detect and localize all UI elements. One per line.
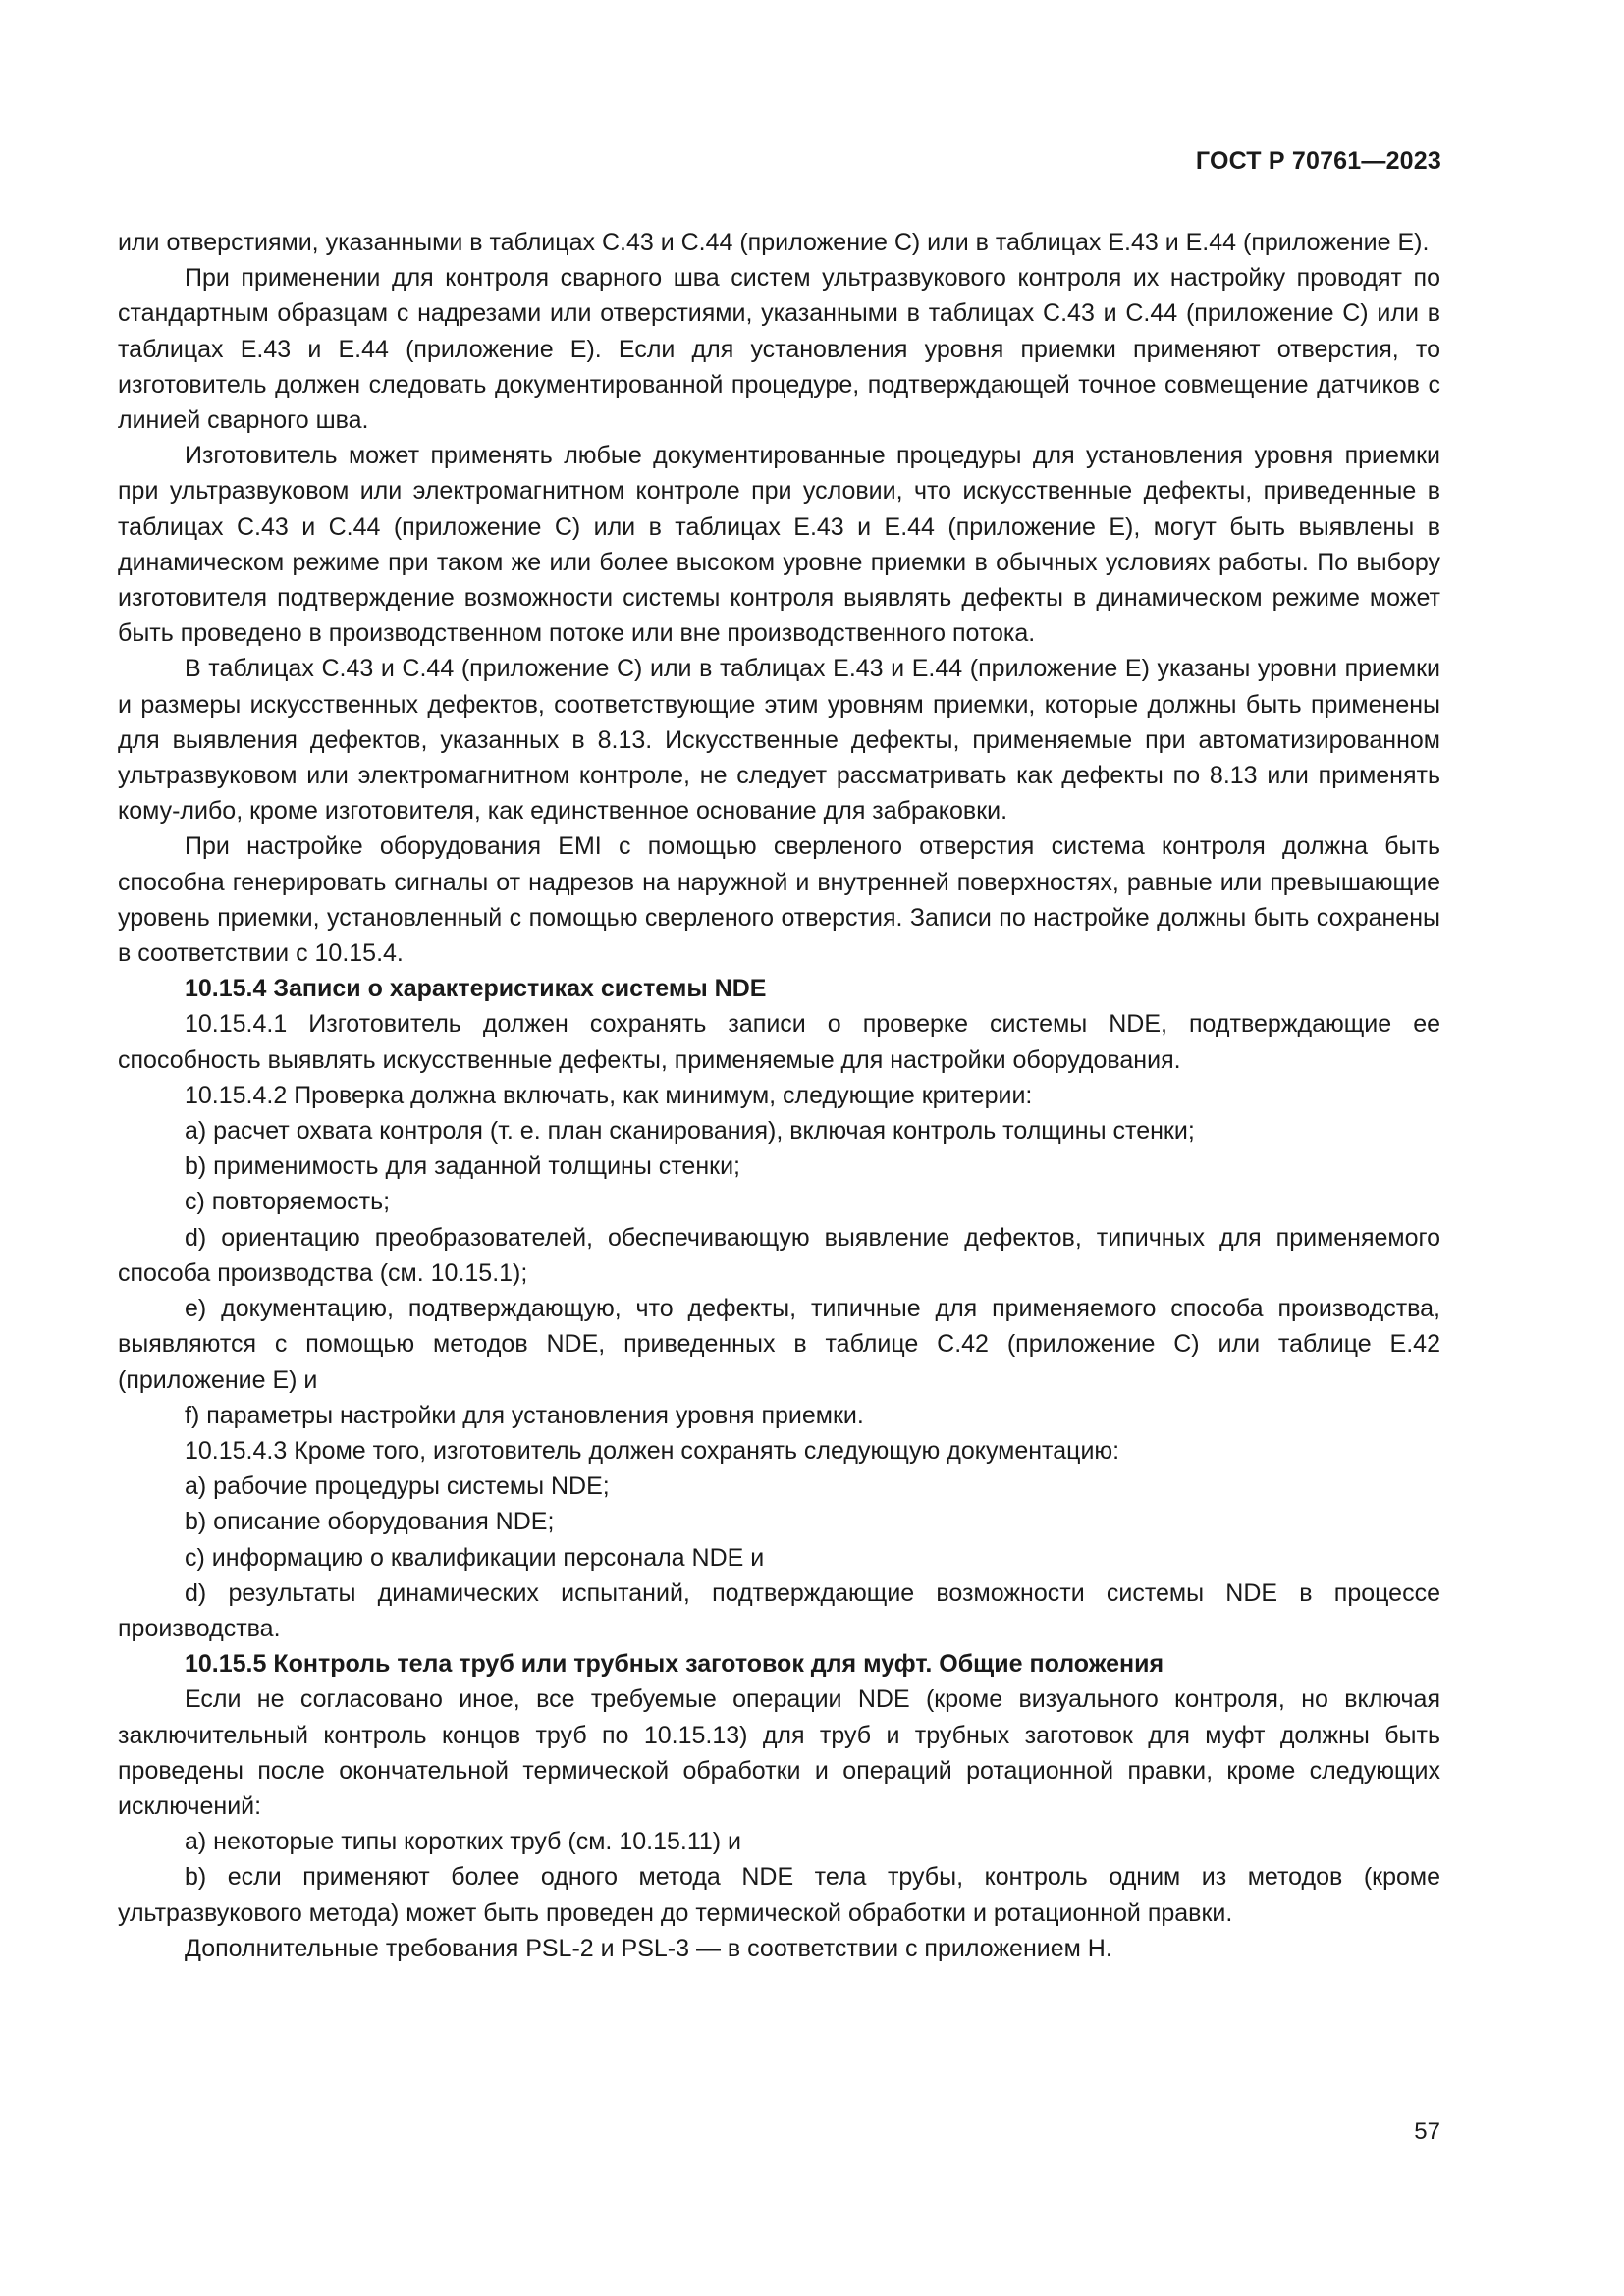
paragraph: Дополнительные требования PSL-2 и PSL-3 — в соответствии с приложением Н. bbox=[185, 1934, 1112, 1962]
list-item: b) применимость для заданной толщины стенки; bbox=[185, 1152, 740, 1181]
list-item: b) если применяют более одного метода NDE тела трубы, контроль одним из методов (кроме ультразвукового метода) может быть проведен до термической обработки и ротационной правки. bbox=[118, 1863, 1440, 1927]
paragraph-continuation: или отверстиями, указанными в таблицах С.43 и С.44 (приложение С) или в таблицах Е.43 и Е.44 (приложение Е). bbox=[118, 229, 1430, 256]
document-header: ГОСТ Р 70761—2023 bbox=[1195, 147, 1441, 175]
paragraph: 10.15.4.3 Кроме того, изготовитель должен сохранять следующую документацию: bbox=[185, 1436, 1120, 1465]
paragraph: Изготовитель может применять любые документированные процедуры для установления уровня приемки при ультразвуковом или электромагнитном контроле при условии, что искусственные дефекты, приведенные в таблицах С.43 и С.44 (приложение С) или в таблицах Е.43 и Е.44 (приложение Е), могут быть выявлены в динамическом режиме при таком же или более высоком уровне приемки в обычных условиях работы. По выбору изготовителя подтверждение возможности системы контроля выявлять дефекты в динамическом режиме может быть проведено в производственном потоке или вне производственного потока. bbox=[118, 442, 1440, 648]
paragraph: 10.15.4.1 Изготовитель должен сохранять записи о проверке системы NDE, подтверждающие ее способность выявлять искусственные дефекты, применяемые для настройки оборудования. bbox=[118, 1010, 1440, 1074]
list-item: e) документацию, подтверждающую, что дефекты, типичные для применяемого способа производства, выявляются с помощью методов NDE, приведенных в таблице С.42 (приложение С) или таблице Е.42 (приложение Е) и bbox=[118, 1295, 1440, 1394]
list-item: f) параметры настройки для установления уровня приемки. bbox=[185, 1401, 864, 1429]
paragraph: Если не согласовано иное, все требуемые операции NDE (кроме визуального контроля, но включая заключительный контроль концов труб по 10.15.13) для труб и трубных заготовок для муфт должны быть проведены после окончательной термической обработки и операций ротационной правки, кроме следующих исключений: bbox=[118, 1685, 1440, 1820]
list-item: b) описание оборудования NDE; bbox=[185, 1508, 555, 1536]
list-item: d) результаты динамических испытаний, подтверждающие возможности системы NDE в процессе производства. bbox=[118, 1578, 1440, 1642]
paragraph: В таблицах С.43 и С.44 (приложение С) или в таблицах Е.43 и Е.44 (приложение Е) указаны уровни приемки и размеры искусственных дефектов, соответствующие этим уровням приемки, которые должны быть применены для выявления дефектов, указанных в 8.13. Искусственные дефекты, применяемые при автоматизированном ультразвуковом или электромагнитном контроле, не следует рассматривать как дефекты по 8.13 или применять кому-либо, кроме изготовителя, как единственное основание для забраковки. bbox=[118, 655, 1440, 826]
list-item: a) некоторые типы коротких труб (см. 10.15.11) и bbox=[185, 1828, 742, 1856]
list-item: a) расчет охвата контроля (т. е. план сканирования), включая контроль толщины стенки; bbox=[185, 1117, 1195, 1146]
list-item: c) информацию о квалификации персонала NDE и bbox=[185, 1543, 765, 1572]
page-number: 57 bbox=[1414, 2118, 1440, 2145]
section-heading: 10.15.5 Контроль тела труб или трубных заготовок для муфт. Общие положения bbox=[185, 1650, 1164, 1679]
section-heading: 10.15.4 Записи о характеристиках системы NDE bbox=[185, 975, 767, 1003]
paragraph: При настройке оборудования EMI с помощью сверленого отверстия система контроля должна быть способна генерировать сигналы от надрезов на наружной и внутренней поверхностях, равные или превышающие уровень приемки, установленный с помощью сверленого отверстия. Записи по настройке должны быть сохранены в соответствии с 10.15.4. bbox=[118, 832, 1440, 968]
list-item: d) ориентацию преобразователей, обеспечивающую выявление дефектов, типичных для применяемого способа производства (см. 10.15.1); bbox=[118, 1223, 1440, 1287]
paragraph: 10.15.4.2 Проверка должна включать, как минимум, следующие критерии: bbox=[185, 1081, 1033, 1109]
page-body bbox=[118, 225, 1440, 1966]
list-item: c) повторяемость; bbox=[185, 1188, 391, 1216]
list-item: a) рабочие процедуры системы NDE; bbox=[185, 1472, 610, 1501]
paragraph: При применении для контроля сварного шва систем ультразвукового контроля их настройку проводят по стандартным образцам с надрезами или отверстиями, указанными в таблицах С.43 и С.44 (приложение С) или в таблицах Е.43 и Е.44 (приложение Е). Если для установления уровня приемки применяют отверстия, то изготовитель должен следовать документированной процедуре, подтверждающей точное совмещение датчиков с линией сварного шва. bbox=[118, 264, 1440, 435]
